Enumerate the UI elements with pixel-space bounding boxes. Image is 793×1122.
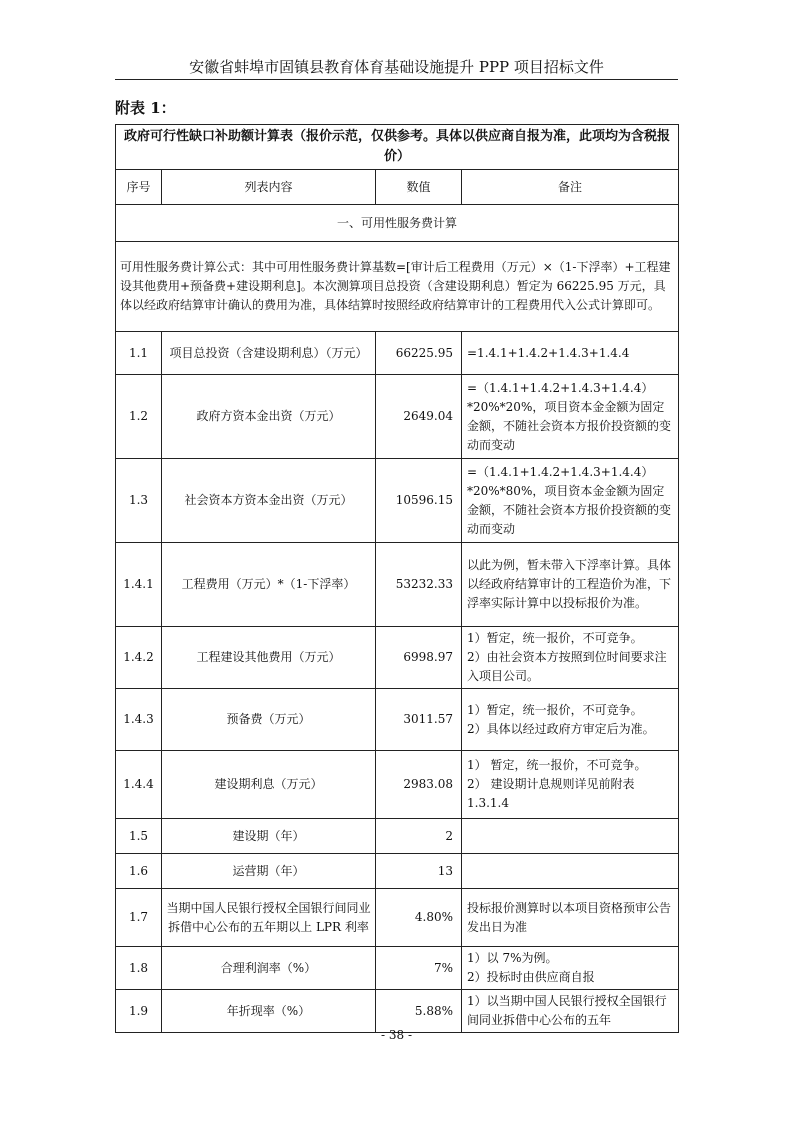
row-remark: 1）暂定，统一报价，不可竞争。 2）由社会资本方按照到位时间要求注入项目公司。 [462,627,679,689]
column-header-no: 序号 [116,170,162,205]
row-item: 建设期（年） [162,819,376,854]
appendix-label: 附表 1： [115,99,176,117]
row-value: 2 [376,819,462,854]
document-header: 安徽省蚌埠市固镇县教育体育基础设施提升 PPP 项目招标文件 [189,58,604,76]
row-remark: 1）以当期中国人民银行授权全国银行间同业拆借中心公布的五年 [462,990,679,1033]
row-item: 工程费用（万元）*（1-下浮率） [162,543,376,627]
row-value: 53232.33 [376,543,462,627]
row-no: 1.1 [116,332,162,375]
table-row [116,627,679,689]
row-item: 社会资本方资本金出资（万元） [162,459,376,543]
row-no: 1.8 [116,947,162,990]
table-header-row [116,170,679,205]
header-rule [115,79,678,80]
row-no: 1.4.3 [116,689,162,751]
table-row [116,459,679,543]
row-item: 政府方资本金出资（万元） [162,375,376,459]
row-value: 6998.97 [376,627,462,689]
row-no: 1.3 [116,459,162,543]
subsidy-table [115,124,679,1033]
row-value: 3011.57 [376,689,462,751]
table-row [116,819,679,854]
row-item: 运营期（年） [162,854,376,889]
table-row [116,990,679,1033]
row-remark: 1）暂定，统一报价，不可竞争。 2）具体以经过政府方审定后为准。 [462,689,679,751]
row-item: 当期中国人民银行授权全国银行间同业拆借中心公布的五年期以上 LPR 利率 [162,889,376,947]
table-row [116,889,679,947]
row-remark: 以此为例，暂未带入下浮率计算。具体以经政府结算审计的工程造价为准，下浮率实际计算中以投标报价为准。 [462,543,679,627]
row-value: 4.80% [376,889,462,947]
row-no: 1.7 [116,889,162,947]
table-title: 政府可行性缺口补助额计算表（报价示范，仅供参考。具体以供应商自报为准，此项均为含税报价） [116,125,679,170]
row-value: 2649.04 [376,375,462,459]
row-item: 工程建设其他费用（万元） [162,627,376,689]
row-remark: =（1.4.1+1.4.2+1.4.3+1.4.4）*20%*20%，项目资本金金额为固定金额，不随社会资本方报价投资额的变动而变动 [462,375,679,459]
table-row [116,751,679,819]
row-item: 预备费（万元） [162,689,376,751]
table-row [116,689,679,751]
column-header-item: 列表内容 [162,170,376,205]
row-remark: 1）以 7%为例。 2）投标时由供应商自报 [462,947,679,990]
row-item: 合理利润率（%） [162,947,376,990]
row-remark: 1） 暂定，统一报价，不可竞争。 2） 建设期计息规则详见前附表 1.3.1.4 [462,751,679,819]
row-no: 1.9 [116,990,162,1033]
row-no: 1.4.2 [116,627,162,689]
row-no: 1.4.4 [116,751,162,819]
row-remark: =（1.4.1+1.4.2+1.4.3+1.4.4）*20%*80%，项目资本金金额为固定金额，不随社会资本方报价投资额的变动而变动 [462,459,679,543]
row-value: 5.88% [376,990,462,1033]
table-row [116,854,679,889]
row-remark [462,819,679,854]
row-no: 1.6 [116,854,162,889]
table-row [116,947,679,990]
row-no: 1.5 [116,819,162,854]
row-remark: =1.4.1+1.4.2+1.4.3+1.4.4 [462,332,679,375]
page-number: - 38 - [380,1028,412,1042]
table-row [116,375,679,459]
formula-text: 可用性服务费计算公式：其中可用性服务费计算基数=[审计后工程费用（万元）×（1-下浮率）+工程建设其他费用+预备费+建设期利息]。本次测算项目总投资（含建设期利息）暂定为 66225.95 万元，具体以经政府结算审计确认的费用为准，具体结算时按照经政府结算审计的工程费用代入公式计算即可。 [116,242,679,332]
row-remark [462,854,679,889]
row-value: 66225.95 [376,332,462,375]
row-value: 7% [376,947,462,990]
row-value: 13 [376,854,462,889]
row-no: 1.4.1 [116,543,162,627]
row-value: 2983.08 [376,751,462,819]
table-row [116,332,679,375]
row-remark: 投标报价测算时以本项目资格预审公告发出日为准 [462,889,679,947]
row-item: 年折现率（%） [162,990,376,1033]
table-row [116,543,679,627]
row-no: 1.2 [116,375,162,459]
column-header-value: 数值 [376,170,462,205]
section-title: 一、可用性服务费计算 [116,205,679,242]
row-item: 建设期利息（万元） [162,751,376,819]
row-value: 10596.15 [376,459,462,543]
row-item: 项目总投资（含建设期利息）（万元） [162,332,376,375]
column-header-remark: 备注 [462,170,679,205]
